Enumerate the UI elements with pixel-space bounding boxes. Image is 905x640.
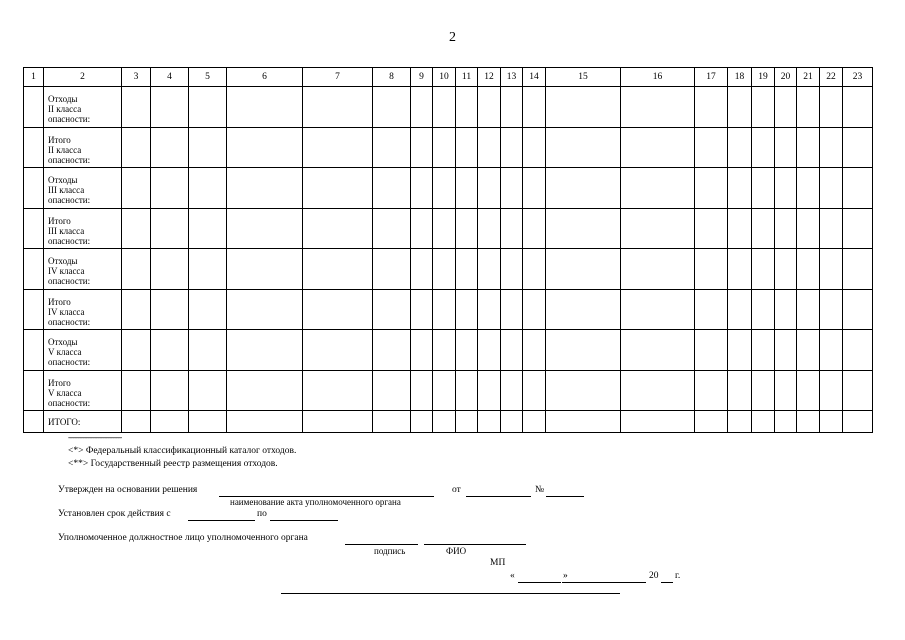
row-label bbox=[44, 208, 122, 249]
table-cell bbox=[151, 249, 189, 290]
table-cell bbox=[122, 330, 151, 371]
table-cell bbox=[227, 249, 303, 290]
table-cell bbox=[820, 411, 843, 433]
column-header: 22 bbox=[820, 68, 843, 87]
table-cell bbox=[523, 370, 546, 411]
table-cell bbox=[303, 127, 373, 168]
row-label-text: Итого III класса опасности: bbox=[48, 215, 91, 246]
table-cell bbox=[820, 249, 843, 290]
table-cell bbox=[478, 87, 501, 128]
table-cell bbox=[433, 87, 456, 128]
fio-line bbox=[424, 544, 526, 545]
table-cell bbox=[501, 330, 523, 371]
table-cell bbox=[728, 249, 752, 290]
validity-from-line bbox=[188, 520, 255, 521]
official-text: Уполномоченное должностное лицо уполномоченного органа bbox=[58, 533, 308, 543]
row-label-text: Итого II класса опасности: bbox=[48, 134, 91, 165]
table-cell bbox=[456, 289, 478, 330]
table-cell bbox=[151, 168, 189, 209]
table-cell bbox=[797, 249, 820, 290]
table-cell bbox=[775, 411, 797, 433]
total-row bbox=[24, 411, 873, 433]
table-cell bbox=[621, 370, 695, 411]
table-cell bbox=[24, 87, 44, 128]
table-cell bbox=[695, 127, 728, 168]
table-cell bbox=[478, 289, 501, 330]
table-cell bbox=[411, 168, 433, 209]
table-cell bbox=[546, 87, 621, 128]
column-header: 10 bbox=[433, 68, 456, 87]
table-cell bbox=[797, 127, 820, 168]
table-cell bbox=[373, 289, 411, 330]
number-line bbox=[546, 496, 584, 497]
table-cell bbox=[523, 208, 546, 249]
table-cell bbox=[728, 289, 752, 330]
table-cell bbox=[189, 289, 227, 330]
table-cell bbox=[189, 249, 227, 290]
month-line bbox=[562, 582, 646, 583]
table-cell bbox=[820, 289, 843, 330]
table-cell bbox=[303, 370, 373, 411]
table-cell bbox=[227, 168, 303, 209]
table-cell bbox=[546, 370, 621, 411]
table-cell bbox=[373, 330, 411, 371]
table-cell bbox=[24, 249, 44, 290]
table-cell bbox=[752, 289, 775, 330]
table-cell bbox=[621, 289, 695, 330]
table-cell bbox=[775, 330, 797, 371]
table-cell bbox=[227, 411, 303, 433]
table-cell bbox=[752, 87, 775, 128]
table-row bbox=[24, 168, 873, 209]
table-cell bbox=[797, 330, 820, 371]
table-cell bbox=[151, 289, 189, 330]
table-cell bbox=[797, 168, 820, 209]
table-cell bbox=[501, 127, 523, 168]
table-cell bbox=[621, 411, 695, 433]
table-row bbox=[24, 249, 873, 290]
table-cell bbox=[411, 370, 433, 411]
table-cell bbox=[24, 411, 44, 433]
table-row bbox=[24, 127, 873, 168]
table-cell bbox=[820, 208, 843, 249]
table-cell bbox=[478, 168, 501, 209]
table-cell bbox=[478, 411, 501, 433]
column-header: 13 bbox=[501, 68, 523, 87]
table-cell bbox=[151, 330, 189, 371]
to-label: по bbox=[257, 509, 267, 519]
table-cell bbox=[797, 87, 820, 128]
table-cell bbox=[478, 208, 501, 249]
day-line bbox=[518, 582, 561, 583]
table-cell bbox=[752, 370, 775, 411]
table-cell bbox=[501, 87, 523, 128]
table-cell bbox=[303, 208, 373, 249]
row-label bbox=[44, 289, 122, 330]
table-cell bbox=[433, 249, 456, 290]
table-cell bbox=[303, 87, 373, 128]
table-cell bbox=[843, 127, 873, 168]
table-row bbox=[24, 370, 873, 411]
table-cell bbox=[695, 330, 728, 371]
table-cell bbox=[24, 208, 44, 249]
table-cell bbox=[373, 127, 411, 168]
total-label: ИТОГО: bbox=[44, 411, 122, 433]
table-cell bbox=[227, 87, 303, 128]
table-cell bbox=[433, 289, 456, 330]
table-cell bbox=[456, 127, 478, 168]
table-cell bbox=[775, 208, 797, 249]
table-cell bbox=[546, 168, 621, 209]
table-cell bbox=[189, 330, 227, 371]
table-cell bbox=[411, 127, 433, 168]
table-cell bbox=[501, 168, 523, 209]
table-cell bbox=[122, 370, 151, 411]
bottom-line bbox=[281, 593, 620, 594]
table-cell bbox=[621, 208, 695, 249]
table-cell bbox=[456, 249, 478, 290]
table-cell bbox=[122, 127, 151, 168]
table-cell bbox=[621, 127, 695, 168]
header-row bbox=[24, 68, 873, 87]
table-cell bbox=[189, 370, 227, 411]
table-cell bbox=[523, 168, 546, 209]
table-cell bbox=[843, 370, 873, 411]
table-cell bbox=[501, 249, 523, 290]
table-cell bbox=[775, 370, 797, 411]
footnote-2: <**> Государственный реестр размещения отходов. bbox=[68, 459, 278, 469]
column-header: 17 bbox=[695, 68, 728, 87]
table-cell bbox=[501, 411, 523, 433]
table-cell bbox=[303, 168, 373, 209]
table-cell bbox=[411, 411, 433, 433]
table-cell bbox=[478, 330, 501, 371]
table-cell bbox=[189, 87, 227, 128]
table-cell bbox=[546, 289, 621, 330]
waste-table bbox=[23, 67, 873, 433]
table-cell bbox=[728, 168, 752, 209]
row-label bbox=[44, 370, 122, 411]
table-cell bbox=[24, 330, 44, 371]
date-close-quote: » bbox=[563, 571, 568, 581]
page-number: 2 bbox=[449, 30, 456, 45]
table-cell bbox=[843, 168, 873, 209]
table-cell bbox=[303, 249, 373, 290]
table-cell bbox=[373, 168, 411, 209]
table-cell bbox=[728, 370, 752, 411]
table-cell bbox=[373, 411, 411, 433]
table-cell bbox=[189, 411, 227, 433]
table-cell bbox=[456, 168, 478, 209]
table-cell bbox=[820, 370, 843, 411]
table-cell bbox=[621, 330, 695, 371]
table-cell bbox=[752, 208, 775, 249]
table-cell bbox=[546, 249, 621, 290]
table-cell bbox=[151, 411, 189, 433]
table-cell bbox=[546, 208, 621, 249]
year-prefix: 20 bbox=[649, 571, 659, 581]
table-cell bbox=[752, 168, 775, 209]
row-label-text: Итого V класса опасности: bbox=[48, 377, 91, 408]
row-label-text: Отходы IV класса опасности: bbox=[48, 256, 91, 287]
table-cell bbox=[523, 289, 546, 330]
table-cell bbox=[411, 249, 433, 290]
table-cell bbox=[695, 289, 728, 330]
column-header: 23 bbox=[843, 68, 873, 87]
row-label bbox=[44, 127, 122, 168]
row-label bbox=[44, 168, 122, 209]
table-cell bbox=[797, 370, 820, 411]
row-label-text: Итого IV класса опасности: bbox=[48, 296, 91, 327]
table-cell bbox=[546, 411, 621, 433]
table-cell bbox=[373, 87, 411, 128]
table-cell bbox=[411, 330, 433, 371]
column-header: 1 bbox=[24, 68, 44, 87]
table-row bbox=[24, 330, 873, 371]
column-header: 4 bbox=[151, 68, 189, 87]
year-suffix: г. bbox=[675, 571, 681, 581]
table-cell bbox=[695, 168, 728, 209]
table-cell bbox=[752, 330, 775, 371]
table-cell bbox=[775, 168, 797, 209]
table-cell bbox=[775, 249, 797, 290]
table-cell bbox=[843, 289, 873, 330]
table-cell bbox=[303, 330, 373, 371]
table-cell bbox=[695, 411, 728, 433]
table-cell bbox=[189, 127, 227, 168]
table-cell bbox=[303, 289, 373, 330]
column-header: 3 bbox=[122, 68, 151, 87]
table-cell bbox=[478, 370, 501, 411]
validity-text: Установлен срок действия с bbox=[58, 509, 171, 519]
year-line bbox=[661, 582, 673, 583]
table-cell bbox=[122, 289, 151, 330]
table-cell bbox=[433, 330, 456, 371]
table-cell bbox=[546, 127, 621, 168]
table-cell bbox=[797, 289, 820, 330]
footnote-separator: -------------------------------- bbox=[68, 433, 122, 442]
table-cell bbox=[695, 208, 728, 249]
table-cell bbox=[411, 208, 433, 249]
table-cell bbox=[433, 208, 456, 249]
table-cell bbox=[728, 208, 752, 249]
table-cell bbox=[151, 208, 189, 249]
table-cell bbox=[501, 289, 523, 330]
column-header: 15 bbox=[546, 68, 621, 87]
table-cell bbox=[456, 87, 478, 128]
table-cell bbox=[797, 411, 820, 433]
table-cell bbox=[820, 87, 843, 128]
table-cell bbox=[151, 127, 189, 168]
table-cell bbox=[24, 168, 44, 209]
table-cell bbox=[695, 370, 728, 411]
table-cell bbox=[456, 330, 478, 371]
row-label bbox=[44, 87, 122, 128]
table-cell bbox=[411, 87, 433, 128]
table-cell bbox=[456, 208, 478, 249]
act-caption: наименование акта уполномоченного органа bbox=[230, 497, 401, 507]
column-header: 11 bbox=[456, 68, 478, 87]
table-cell bbox=[227, 127, 303, 168]
table-cell bbox=[728, 87, 752, 128]
from-label: от bbox=[452, 485, 461, 495]
table-cell bbox=[373, 370, 411, 411]
column-header: 2 bbox=[44, 68, 122, 87]
table-cell bbox=[843, 87, 873, 128]
table-cell bbox=[373, 249, 411, 290]
row-label-text: Отходы III класса опасности: bbox=[48, 175, 91, 206]
table-cell bbox=[151, 87, 189, 128]
table-cell bbox=[501, 370, 523, 411]
table-cell bbox=[227, 370, 303, 411]
table-cell bbox=[227, 289, 303, 330]
table-cell bbox=[227, 208, 303, 249]
table-cell bbox=[151, 370, 189, 411]
column-header: 16 bbox=[621, 68, 695, 87]
table-cell bbox=[478, 249, 501, 290]
column-header: 9 bbox=[411, 68, 433, 87]
table-cell bbox=[728, 330, 752, 371]
table-cell bbox=[122, 168, 151, 209]
column-header: 8 bbox=[373, 68, 411, 87]
table-cell bbox=[122, 87, 151, 128]
table-cell bbox=[843, 330, 873, 371]
table-cell bbox=[189, 168, 227, 209]
signature-line bbox=[345, 544, 418, 545]
table-cell bbox=[820, 330, 843, 371]
table-cell bbox=[843, 249, 873, 290]
column-header: 14 bbox=[523, 68, 546, 87]
date-open-quote: « bbox=[510, 571, 515, 581]
approved-text: Утвержден на основании решения bbox=[58, 485, 198, 495]
row-label bbox=[44, 330, 122, 371]
table-cell bbox=[728, 411, 752, 433]
fio-caption: ФИО bbox=[446, 546, 467, 556]
column-header: 12 bbox=[478, 68, 501, 87]
table-cell bbox=[752, 249, 775, 290]
number-label: № bbox=[535, 485, 545, 495]
table-cell bbox=[523, 249, 546, 290]
table-cell bbox=[797, 208, 820, 249]
table-cell bbox=[695, 249, 728, 290]
table-cell bbox=[775, 289, 797, 330]
table-cell bbox=[227, 330, 303, 371]
table-cell bbox=[775, 87, 797, 128]
table-row bbox=[24, 87, 873, 128]
table-cell bbox=[843, 411, 873, 433]
column-header: 20 bbox=[775, 68, 797, 87]
table-cell bbox=[373, 208, 411, 249]
table-cell bbox=[478, 127, 501, 168]
column-header: 18 bbox=[728, 68, 752, 87]
row-label-text: Отходы V класса опасности: bbox=[48, 337, 91, 368]
table-cell bbox=[695, 87, 728, 128]
signature-caption: подпись bbox=[374, 546, 406, 556]
table-cell bbox=[523, 87, 546, 128]
table-cell bbox=[546, 330, 621, 371]
table-cell bbox=[752, 127, 775, 168]
table-cell bbox=[820, 168, 843, 209]
table-cell bbox=[433, 370, 456, 411]
date-line bbox=[466, 496, 531, 497]
table-cell bbox=[820, 127, 843, 168]
table-cell bbox=[433, 411, 456, 433]
table-cell bbox=[501, 208, 523, 249]
table-cell bbox=[24, 370, 44, 411]
table-cell bbox=[523, 411, 546, 433]
table-cell bbox=[621, 168, 695, 209]
table-cell bbox=[621, 87, 695, 128]
row-label bbox=[44, 249, 122, 290]
table-cell bbox=[24, 289, 44, 330]
table-cell bbox=[775, 127, 797, 168]
table-cell bbox=[433, 127, 456, 168]
footnote-1: <*> Федеральный классификационный каталог отходов. bbox=[68, 446, 297, 456]
row-label-text: Отходы II класса опасности: bbox=[48, 94, 91, 125]
table-row bbox=[24, 208, 873, 249]
table-cell bbox=[122, 411, 151, 433]
column-header: 21 bbox=[797, 68, 820, 87]
table-cell bbox=[456, 411, 478, 433]
column-header: 19 bbox=[752, 68, 775, 87]
table-cell bbox=[523, 127, 546, 168]
table-cell bbox=[122, 249, 151, 290]
column-header: 7 bbox=[303, 68, 373, 87]
table-row bbox=[24, 289, 873, 330]
table-cell bbox=[122, 208, 151, 249]
stamp-label: МП bbox=[490, 558, 506, 568]
table-cell bbox=[843, 208, 873, 249]
table-cell bbox=[411, 289, 433, 330]
table-cell bbox=[523, 330, 546, 371]
table-cell bbox=[189, 208, 227, 249]
table-cell bbox=[728, 127, 752, 168]
column-header: 5 bbox=[189, 68, 227, 87]
validity-to-line bbox=[270, 520, 338, 521]
table-cell bbox=[456, 370, 478, 411]
table-cell bbox=[433, 168, 456, 209]
table-cell bbox=[24, 127, 44, 168]
column-header: 6 bbox=[227, 68, 303, 87]
table-cell bbox=[621, 249, 695, 290]
table-cell bbox=[303, 411, 373, 433]
table-cell bbox=[752, 411, 775, 433]
